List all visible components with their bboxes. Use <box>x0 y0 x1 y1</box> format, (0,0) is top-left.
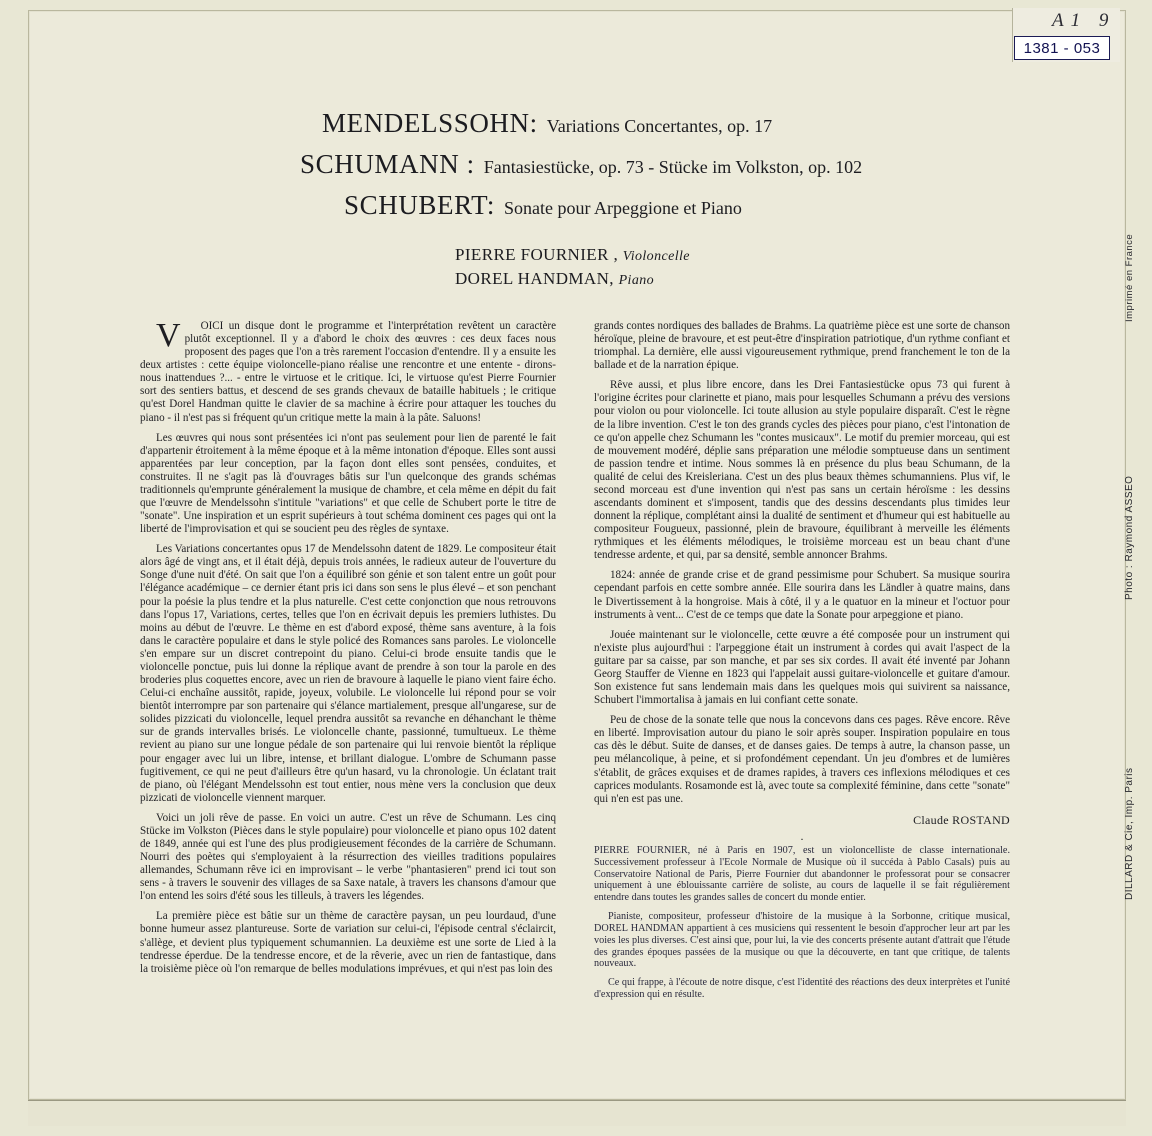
artist-biographies <box>594 845 1010 1001</box>
composer-name-schumann: SCHUMANN : <box>300 149 475 179</box>
title-row-schumann <box>300 149 940 180</box>
handwritten-annotation: A1 9 <box>1052 10 1116 31</box>
performer-pianist-name: DOREL HANDMAN, <box>455 269 614 288</box>
liner-notes-paragraph: Les Variations concertantes opus 17 de Mendelssohn datent de 1829. Le compositeur était alors âgé de vingt ans, et il était déjà, depuis trois années, le radieux auteur de l'ouverture du Songe d'une nuit d'été. On sait que l'on a équilibré son génie et son talent entre un goût pour l'élégance académique – ce dernier étant pris ici dans son sens le plus élevé – et son penchant pour la poésie la plus tendre et la plus naturelle. C'est cette conjonction que nous retrouvons dans l'opus 17, Variations, certes, telles que l'on en écrivait depuis les premiers luthistes. Du moins au début de l'œuvre. Le thème en est d'abord exposé, thème sans aventure, à la fois dans le caractère populaire et dans le style policé des Romances sans paroles. Le violoncelle s'en empare sur un discret contrepoint du piano. Celui-ci brode ensuite tandis que le violoncelle ponctue, puis lui donne la réplique avant de prendre à son tour la parole en des broderies plus coquettes encore, avec un rien de bravoure à laquelle le piano vient faire écho. Celui-ci enchaîne aussitôt, rapide, joyeux, volubile. Le violoncelle lui répond pour se voir bientôt interrompre par son partenaire qui s'élance martialement, presque all'ungarese, sur de solides pizzicati du violoncelle, lequel prendra aussitôt sa revanche en déhanchant le thème sur de grands intervalles brisés. Le violoncelle chante, passionné, tumultueux. Le thème revient au piano sur une longue pédale de son partenaire qui lui renvoie bientôt la réplique pour engager avec lui un libre, intense, et brillant dialogue. L'ombre de Schumann passe fugitivement, ce qui ne peut d'ailleurs être qu'un hasard, vu la chronologie. Un éclatant trait de piano, où l'élégant Mendelssohn est tout entier, nous mène vers la conclusion que deux pizzicati de violoncelle viennent marquer. <box>140 543 556 804</box>
photo-credit: Photo : Raymond ASSEO <box>1124 475 1135 600</box>
liner-notes-text: OICI un disque dont le programme et l'interprétation revêtent un caractère plutôt exceptionnel. Il y a d'abord le choix des œuvres : ces deux faces nous proposent des pages que l'on a très rarement l'occasion d'entendre. Il y a ensuite les deux artistes : cette équipe violoncelle-piano réalise une rencontre et une entente - dirons-nous inattendues ?... - entre le virtuose et le critique. Ici, le virtuose qu'est Pierre Fournier sort des sentiers battus, et descend de ses grands chevaux de bataille habituels ; le critique qu'est Dorel Handman quitte le clavier de sa machine à écrire pour attaquer les touches du piano - il n'est pas si fréquent qu'un critique mette la main à la pâte. Saluons! <box>140 320 556 424</box>
liner-notes-paragraph <box>140 317 556 425</box>
liner-notes-right-column <box>594 320 1010 1008</box>
work-list-mendelssohn: Variations Concertantes, op. 17 <box>546 116 773 136</box>
bio-paragraph-handman: Pianiste, compositeur, professeur d'histoire de la musique à la Sorbonne, critique musical, DOREL HANDMAN appartient à ces musiciens qui ressentent le besoin d'approcher leur art par les voies les plus diverses. C'est ainsi que, pour lui, la vie des concerts présente autant d'attrait que l'étude des grandes époques passées de la musique ou que la découverte, en tant que critique, de talents nouveaux. <box>594 911 1010 970</box>
work-list-schumann: Fantasiestücke, op. 73 - Stücke im Volkston, op. 102 <box>483 157 863 177</box>
liner-notes-paragraph: Jouée maintenant sur le violoncelle, cette œuvre a été composée pour un instrument qui n'existe plus aujourd'hui : l'arpeggione était un instrument à cordes qui avait l'aspect de la guitare par sa caisse, par son manche, et par ses six cordes. Il avait été inventé par Johann Georg Stauffer de Vienne en 1823 qui l'appelait aussi guitare-violoncelle et guitare d'amour. Son existence fut sans lendemain mais dans les quelques mois qui suivirent sa naissance, Schubert l'immortalisa à jamais en lui confiant cette sonate. <box>594 628 1010 707</box>
liner-notes-paragraph: Peu de chose de la sonate telle que nous la concevons dans ces pages. Rêve encore. Rêve en liberté. Improvisation autour du piano le soir après souper. Inspiration populaire en tous cas dès le début. Suite de danses, et de danses gaies. De temps à autre, la chanson passe, un peu mélancolique, à peine, et si profondément cependant. Un jeu d'ombres et de lumières s'établit, de grâces exquises et de drames rapides, à travers ces inflexions mélodiques et ces caprices modulants. Rosamonde est là, avec toute sa complexité féminine, dans cette "sonate" qui n'en est pas une. <box>594 714 1010 805</box>
liner-notes-paragraph: 1824: année de grande crise et de grand pessimisme pour Schubert. Sa musique sourira cependant parfois en cette sombre année. Elle sourira dans les Ländler à quatre mains, dans le Divertissement à la hongroise. Mais à côté, il y a le quatuor en la mineur et l'octuor pour instruments à vent... C'est de ce temps que date la Sonate pour arpeggione et piano. <box>594 569 1010 621</box>
program-titles <box>300 108 940 231</box>
title-row-schubert <box>344 190 940 221</box>
work-list-schubert: Sonate pour Arpeggione et Piano <box>503 198 742 218</box>
printer-credit: DILLARD & Cie, Imp. Paris <box>1124 767 1135 900</box>
liner-notes-paragraph: Rêve aussi, et plus libre encore, dans les Drei Fantasiestücke opus 73 qui furent à l'origine écrites pour clarinette et piano, mais pour lesquelles Schumann a prévu des versions pour violon ou pour violoncelle. Ici toute allusion au style populaire disparaît. C'est le règne de la libre invention. C'est le ton des grands cycles des pièces pour piano, c'est l'intonation de ce qu'on appelle chez Schumann les "contes musicaux". Le motif du premier morceau, qui est de mouvement modéré, déplie sans préparation une mélodie somptueuse dans un sentiment de passion tendre et intime. Nous sommes là en présence du plus beau Schumann, de la qualité de celui des Kreisleriana. C'est un des plus beaux thèmes schumanniens. Plus vif, le second morceau est d'une invention qui n'est pas sans un certain héroïsme : les dessins ascendants dominent et s'imposent, tandis que des dessins descendants plus timides leur donnent la réplique, complétant ainsi la dualité de sentiment et d'humeur qui est habituelle au compositeur Fougueux, passionné, plein de bravoure, équilibrant à merveille les éléments rythmiques et les éléments mélodiques, le troisième morceau est un beau chant d'une tendresse ardente, et qui, par sa densité, semble annoncer Brahms. <box>594 379 1010 562</box>
bio-paragraph-fournier: PIERRE FOURNIER, né à Paris en 1907, est un violoncelliste de classe internationale. Successivement professeur à l'Ecole Normale de Musique où il succéda à Pablo Casals) puis au Conservatoire National de Paris, Pierre Fournier dut abandonner le professorat pour se consacrer uniquement à une éblouissante carrière de soliste, au cours de laquelle il se fait régulièrement entendre dans toutes les grandes salles de concert du monde entier. <box>594 844 1010 904</box>
liner-notes-paragraph: grands contes nordiques des ballades de Brahms. La quatrième pièce est une sorte de chanson héroïque, pleine de bravoure, et est peut-être d'inspiration patriotique, d'un rythme confiant et triomphal. La dernière, elle aussi vigoureusement rythmique, prend franchement le ton de la ballade et de la narration épique. <box>594 320 1010 372</box>
drop-cap-letter: V <box>156 317 181 354</box>
liner-notes-paragraph: Voici un joli rêve de passe. En voici un autre. C'est un rêve de Schumann. Les cinq Stücke im Volkston (Pièces dans le style populaire) pour violoncelle et piano opus 102 datent de 1849, année qui est l'une des plus prodigieusement fécondes de la carrière de Schumann. Nourri des poètes qui s'employaient à la résurrection des vieilles traditions populaires allemandes, Schumann rêve ici en improvisant – le verbe "phantasieren" prend ici tout son sens - à travers le souvenir des villages de sa Saxe natale, à travers les chansons d'amour que l'on entend les soirs d'été sous les tilleuls, à travers les légendes. <box>140 811 556 903</box>
paragraph-divider-dot: . <box>800 828 804 843</box>
sleeve-bottom-edge <box>28 1100 1126 1126</box>
performer-cellist-name: PIERRE FOURNIER , <box>455 245 619 264</box>
composer-name-schubert: SCHUBERT: <box>344 190 495 220</box>
bio-paragraph-closing: Ce qui frappe, à l'écoute de notre disque, c'est l'identité des réactions des deux interprètes et l'unité d'expression qui en résulte. <box>594 977 1010 1000</box>
performer-cellist-role: Violoncelle <box>622 249 690 264</box>
performer-credits <box>455 245 690 293</box>
catalog-number-label: 1381 - 053 <box>1023 39 1101 57</box>
catalog-number-box <box>1014 36 1110 60</box>
liner-notes-paragraph: La première pièce est bâtie sur un thème de caractère paysan, un peu lourdaud, d'une bonne humeur assez plantureuse. Sorte de variation sur celui-ci, l'épisode central s'éclaircit, s'allège, et devient plus typiquement schumannien. La deuxième est une sorte de Lied à la tendresse éperdue. De la tendresse encore, et de la rêverie, avec un rien de fantastique, dans la troisième pièce où l'on remarque de belles modulations imprévues, et qui n'est pas loin des <box>140 910 556 975</box>
printed-in-france-credit: Imprimé en France <box>1124 233 1135 322</box>
performer-pianist-role: Piano <box>618 273 655 288</box>
composer-name-mendelssohn: MENDELSSOHN: <box>322 108 538 138</box>
performer-cellist <box>455 245 690 265</box>
author-signature: Claude ROSTAND <box>913 812 1010 827</box>
liner-notes-paragraph: Les œuvres qui nous sont présentées ici n'ont pas seulement pour lien de parenté le fait d'appartenir étroitement à la même époque et à la même intonation d'époque. Elles sont aussi apparentées par leur conception, par la façon dont elles sont pensées, conduites, et construites. Il ne s'agit pas là d'ouvrages bâtis sur l'un quelconque des grands schémas traditionnels qu'emprunte généralement la musique de chambre, et cela même en dépit du fait que l'œuvre de Mendelssohn s'intitule "variations" et que celle de Schubert porte le titre de "sonate". Une inspiration et un esprit supérieurs à tout schéma dominent ces pages qui ont la liberté de l'improvisation et qui se soucient peu des règles de syntaxe. <box>140 431 556 536</box>
title-row-mendelssohn <box>322 108 940 139</box>
liner-notes-left-column <box>140 317 556 983</box>
performer-pianist <box>455 269 690 289</box>
